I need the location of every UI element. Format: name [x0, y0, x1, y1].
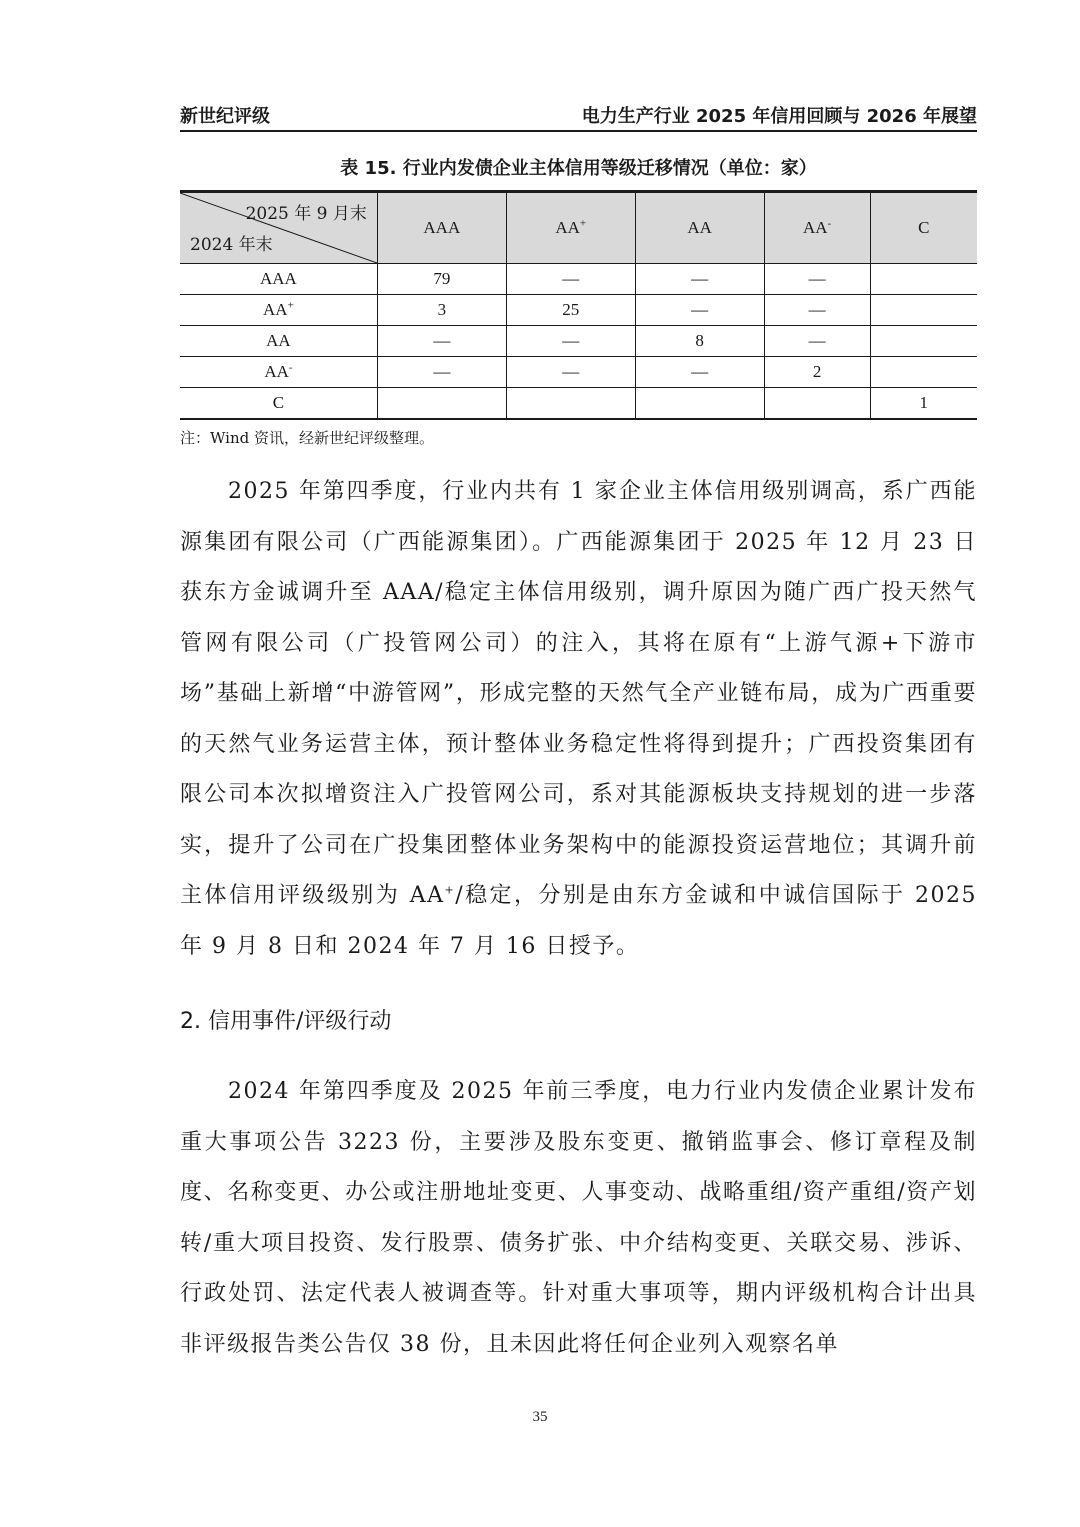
table-cell — [870, 357, 977, 388]
section-heading: 2. 信用事件/评级行动 — [180, 1009, 392, 1034]
table-cell — [870, 295, 977, 326]
table-cell: — — [506, 326, 635, 357]
table-cell: 8 — [635, 326, 764, 357]
table-cell: — — [635, 357, 764, 388]
table-row — [180, 295, 977, 326]
table-row — [180, 326, 977, 357]
table-cell: — — [506, 357, 635, 388]
corner-row-label: 2024 年末 — [190, 235, 273, 255]
table-cell: — — [764, 326, 870, 357]
column-header: AAA — [377, 192, 506, 264]
row-label: AA — [180, 326, 377, 357]
table-row — [180, 264, 977, 295]
table-cell: — — [377, 357, 506, 388]
header-report-title: 电力生产行业 2025 年信用回顾与 2026 年展望 — [581, 106, 977, 127]
table-cell: — — [377, 326, 506, 357]
table-corner-cell — [180, 192, 377, 264]
table-row — [180, 357, 977, 388]
row-label: AA+ — [180, 295, 377, 326]
table-cell — [506, 388, 635, 420]
table-cell — [377, 388, 506, 420]
table-cell: 2 — [764, 357, 870, 388]
corner-column-label: 2025 年 9 月末 — [245, 204, 367, 224]
table-cell: 1 — [870, 388, 977, 420]
header-org-name: 新世纪评级 — [180, 106, 270, 127]
column-header: C — [870, 192, 977, 264]
column-header: AA — [635, 192, 764, 264]
table-cell — [870, 326, 977, 357]
table-cell: 3 — [377, 295, 506, 326]
column-header: AA+ — [506, 192, 635, 264]
table-cell: — — [635, 295, 764, 326]
table-cell — [870, 264, 977, 295]
page-header — [180, 102, 977, 132]
table-cell: — — [635, 264, 764, 295]
table-cell — [764, 388, 870, 420]
table-cell: 79 — [377, 264, 506, 295]
body-paragraph-credit-events: 2024 年第四季度及 2025 年前三季度，电力行业内发债企业累计发布重大事项公告 3223 份，主要涉及股东变更、撤销监事会、修订章程及制度、名称变更、办公或注册地址变更、人事变动、战略重组/资产重组/资产划转/重大项目投资、发行股票、债务扩张、中介结构变更、关联交易、涉诉、行政处罚、法定代表人被调查等。针对重大事项等，期内评级机构合计出具非评级报告类公告仅 38 份，且未因此将任何企业列入观察名单 — [180, 1079, 977, 1357]
column-header: AA- — [764, 192, 870, 264]
table-source-note: 注：Wind 资讯，经新世纪评级整理。 — [180, 429, 434, 447]
table-header-row — [180, 192, 977, 264]
table-cell: — — [764, 264, 870, 295]
body-paragraph-rating-upgrade: 2025 年第四季度，行业内共有 1 家企业主体信用级别调高，系广西能源集团有限公司（广西能源集团）。广西能源集团于 2025 年 12 月 23 日获东方金诚调升至 AAA/稳定主体信用级别，调升原因为随广西广投天然气管网有限公司（广投管网公司）的注入，其将在原有“上游气源+下游市场”基础上新增“中游管网”，形成完整的天然气全产业链布局，成为广西重要的天然气业务运营主体，预计整体业务稳定性将得到提升；广西投资集团有限公司本次拟增资注入广投管网公司，系对其能源板块支持规划的进一步落实，提升了公司在广投集团整体业务架构中的能源投资运营地位；其调升前主体信用评级级别为 AA+/稳定，分别是由东方金诚和中诚信国际于 2025 年 9 月 8 日和 2024 年 7 月 16 日授予。 — [180, 479, 977, 959]
table-cell: 25 — [506, 295, 635, 326]
row-label: AAA — [180, 264, 377, 295]
page-number: 35 — [532, 1409, 548, 1425]
table-row — [180, 388, 977, 420]
table-cell: — — [506, 264, 635, 295]
table-cell: — — [764, 295, 870, 326]
table-cell — [635, 388, 764, 420]
table-title: 表 15. 行业内发债企业主体信用等级迁移情况（单位：家） — [340, 158, 817, 179]
rating-migration-table — [180, 190, 977, 420]
row-label: C — [180, 388, 377, 420]
row-label: AA- — [180, 357, 377, 388]
